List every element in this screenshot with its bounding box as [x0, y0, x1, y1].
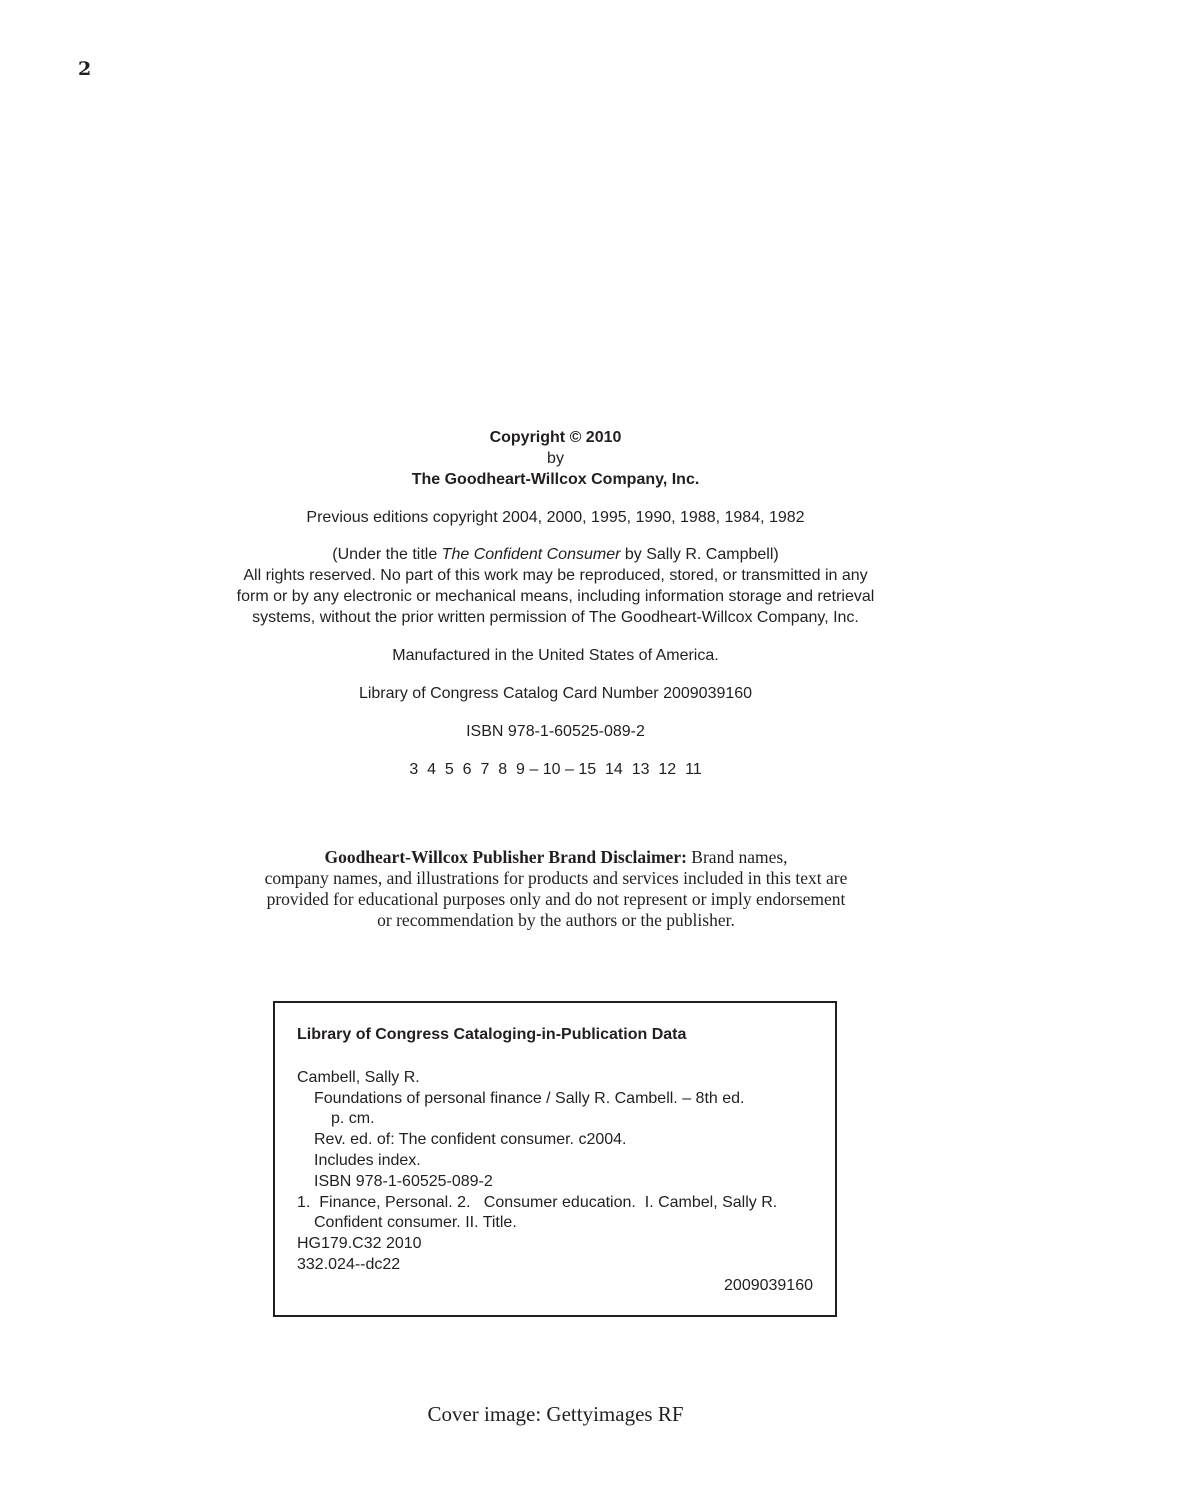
- original-title: The Confident Consumer: [441, 546, 621, 563]
- cip-title: Foundations of personal finance / Sally R. Cambell. – 8th ed.: [314, 1089, 745, 1107]
- disclaimer-text: Brand names,: [686, 847, 788, 867]
- brand-disclaimer: [236, 847, 876, 931]
- cip-content: [297, 1025, 813, 1297]
- copyright-block: [0, 427, 1111, 490]
- copyright-by: by: [547, 450, 564, 467]
- cip-control-number: 2009039160: [724, 1276, 813, 1294]
- disclaimer-line: [236, 847, 876, 868]
- page-number: 2: [78, 58, 92, 80]
- disclaimer-line: or recommendation by the authors or the publisher.: [377, 910, 735, 930]
- cip-heading: Library of Congress Cataloging-in-Publication Data: [297, 1026, 687, 1043]
- original-title-suffix: by Sally R. Campbell): [620, 546, 779, 563]
- isbn: ISBN 978-1-60525-089-2: [466, 723, 645, 740]
- rights-line: systems, without the prior written permission of The Goodheart-Willcox Company, Inc.: [252, 609, 859, 626]
- rights-line: form or by any electronic or mechanical means, including information storage and retrieval: [236, 588, 875, 605]
- cip-revision: Rev. ed. of: The confident consumer. c2004.: [314, 1131, 627, 1149]
- catalog-card-number: Library of Congress Catalog Card Number 2009039160: [358, 685, 753, 702]
- original-title-prefix: (Under the title: [332, 546, 442, 563]
- cip-subjects: 1. Finance, Personal. 2. Consumer education. I. Cambel, Sally R.: [297, 1193, 778, 1211]
- disclaimer-line: company names, and illustrations for products and services included in this text are: [264, 868, 848, 888]
- cip-index: Includes index.: [314, 1151, 421, 1169]
- cip-data-box: [273, 1001, 837, 1317]
- cip-author: Cambell, Sally R.: [297, 1068, 420, 1086]
- publisher-name: The Goodheart-Willcox Company, Inc.: [411, 471, 700, 488]
- copyright-year: Copyright © 2010: [489, 429, 622, 446]
- cip-pages: p. cm.: [331, 1110, 375, 1128]
- rights-line: All rights reserved. No part of this work may be reproduced, stored, or transmitted in any: [243, 567, 868, 584]
- printing-line: 3 4 5 6 7 8 9 – 10 – 15 14 13 12 11: [409, 761, 702, 778]
- original-title-line: [0, 544, 1111, 565]
- cip-isbn: ISBN 978-1-60525-089-2: [314, 1172, 493, 1190]
- disclaimer-heading: Goodheart-Willcox Publisher Brand Disclaimer:: [324, 847, 687, 867]
- previous-editions: Previous editions copyright 2004, 2000, 1995, 1990, 1988, 1984, 1982: [306, 509, 805, 526]
- cip-lc-class: HG179.C32 2010: [297, 1235, 422, 1253]
- disclaimer-line: provided for educational purposes only and do not represent or imply endorsement: [266, 889, 846, 909]
- cip-subjects-cont: Confident consumer. II. Title.: [314, 1214, 517, 1232]
- cip-dewey: 332.024--dc22: [297, 1255, 401, 1273]
- rights-block: [0, 544, 1111, 628]
- cover-image-credit: Cover image: Gettyimages RF: [427, 1402, 684, 1426]
- manufactured-statement: Manufactured in the United States of America.: [392, 647, 719, 664]
